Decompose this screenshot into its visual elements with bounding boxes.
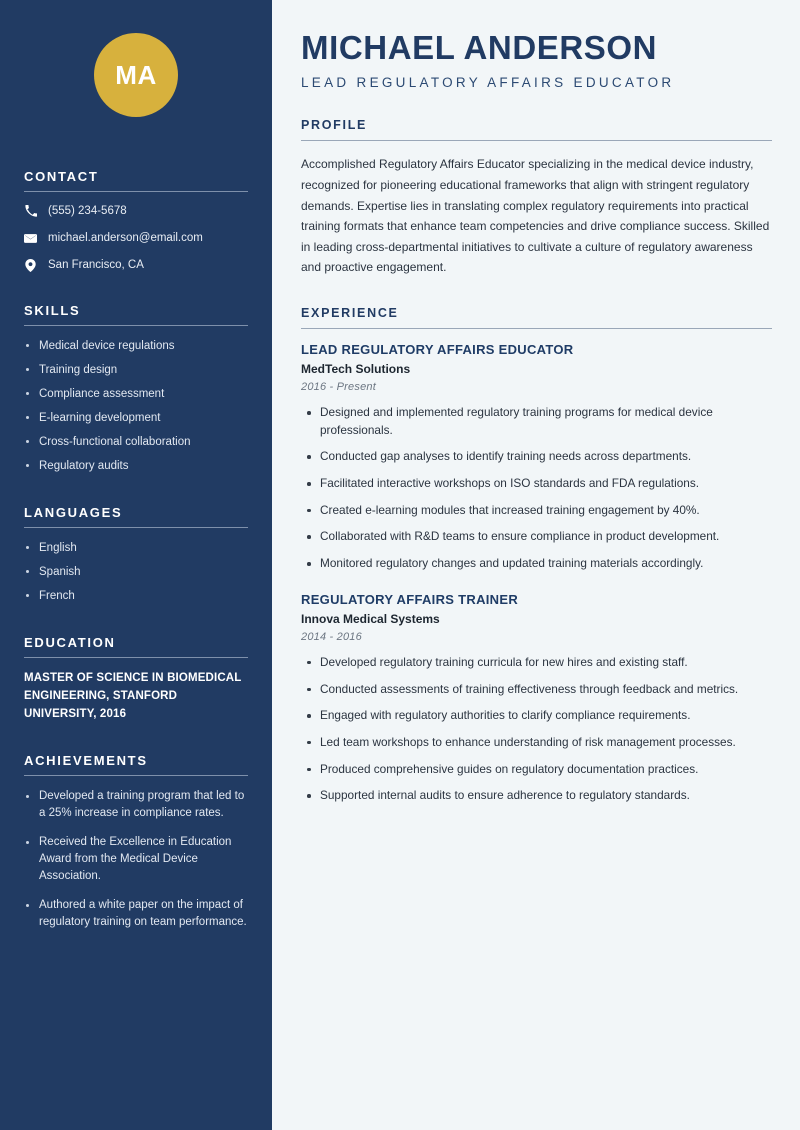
contact-value-phone: (555) 234-5678	[48, 205, 127, 217]
contact-value-location: San Francisco, CA	[48, 258, 144, 271]
sidebar-section-languages	[24, 505, 248, 605]
experience-entry	[301, 592, 772, 805]
experience-role: REGULATORY AFFAIRS TRAINER	[301, 591, 519, 607]
list-item: Facilitated interactive workshops on ISO standards and FDA regulations.	[301, 475, 772, 493]
languages-list	[24, 540, 248, 605]
list-item: English	[24, 540, 248, 557]
achievements-list	[24, 788, 248, 931]
avatar: MA	[94, 33, 178, 117]
contact-item-phone	[24, 204, 248, 219]
list-item: Cross-functional collaboration	[24, 434, 248, 451]
contact-list	[24, 204, 248, 273]
list-item: Developed a training program that led to a 25% increase in compliance rates.	[24, 788, 248, 822]
page-title: MICHAEL ANDERSON	[301, 29, 658, 66]
sidebar-heading-skills: SKILLS	[24, 303, 248, 326]
list-item: Monitored regulatory changes and updated training materials accordingly.	[301, 555, 772, 573]
profile-text: Accomplished Regulatory Affairs Educator specializing in the medical device industry, recognized for pioneering educational frameworks that align with stringent regulatory demands. Expertise lies in translating complex regulatory requirements into practical training formats that enhance team competencies and drive compliance success. Skilled in leading cross-departmental initiatives to cultivate a culture of regulatory awareness and proactive engagement.	[301, 157, 770, 275]
list-item: Conducted assessments of training effectiveness through feedback and metrics.	[301, 681, 772, 699]
list-item: Spanish	[24, 564, 248, 581]
experience-dates: 2014 - 2016	[301, 630, 362, 643]
list-item: Authored a white paper on the impact of regulatory training on team performance.	[24, 897, 248, 931]
list-item: Designed and implemented regulatory training programs for medical device professionals.	[301, 404, 772, 439]
list-item: Conducted gap analyses to identify training needs across departments.	[301, 448, 772, 466]
experience-entry	[301, 342, 772, 573]
list-item: Compliance assessment	[24, 386, 248, 403]
list-item: Training design	[24, 362, 248, 379]
list-item: E-learning development	[24, 410, 248, 427]
list-item: Engaged with regulatory authorities to clarify compliance requirements.	[301, 707, 772, 725]
sidebar-heading-languages: LANGUAGES	[24, 505, 248, 528]
phone-icon	[24, 205, 37, 217]
skills-list	[24, 338, 248, 475]
sidebar-section-education	[24, 635, 248, 723]
contact-value-email: michael.anderson@email.com	[48, 231, 203, 244]
list-item: Collaborated with R&D teams to ensure compliance in product development.	[301, 528, 772, 546]
list-item: Supported internal audits to ensure adherence to regulatory standards.	[301, 787, 772, 805]
sidebar-heading-education: EDUCATION	[24, 635, 248, 658]
sidebar-section-achievements	[24, 753, 248, 931]
contact-item-location	[24, 258, 248, 273]
list-item: Medical device regulations	[24, 338, 248, 355]
section-profile	[301, 118, 772, 278]
experience-company: Innova Medical Systems	[301, 611, 440, 626]
location-pin-icon	[24, 259, 37, 272]
experience-bullets	[301, 404, 772, 573]
headline-job-title: LEAD REGULATORY AFFAIRS EDUCATOR	[301, 75, 675, 91]
list-item: French	[24, 588, 248, 605]
list-item: Produced comprehensive guides on regulatory documentation practices.	[301, 761, 772, 779]
list-item: Created e-learning modules that increased training engagement by 40%.	[301, 502, 772, 520]
education-entry: MASTER OF SCIENCE IN BIOMEDICAL ENGINEERING, STANFORD UNIVERSITY, 2016	[24, 671, 242, 720]
section-experience	[301, 306, 772, 805]
sidebar-section-contact	[24, 169, 248, 273]
list-item: Regulatory audits	[24, 458, 248, 475]
contact-item-email	[24, 231, 248, 246]
heading-experience: EXPERIENCE	[301, 306, 772, 329]
list-item: Received the Excellence in Education Award from the Medical Device Association.	[24, 834, 248, 885]
sidebar-heading-contact: CONTACT	[24, 169, 248, 192]
list-item: Led team workshops to enhance understanding of risk management processes.	[301, 734, 772, 752]
avatar-container	[24, 0, 248, 169]
experience-bullets	[301, 654, 772, 805]
heading-profile: PROFILE	[301, 118, 772, 141]
experience-company: MedTech Solutions	[301, 362, 411, 377]
experience-dates: 2016 - Present	[301, 381, 376, 394]
sidebar	[0, 0, 275, 1130]
experience-role: LEAD REGULATORY AFFAIRS EDUCATOR	[301, 342, 574, 358]
email-icon	[24, 232, 37, 245]
list-item: Developed regulatory training curricula for new hires and existing staff.	[301, 654, 772, 672]
sidebar-heading-achievements: ACHIEVEMENTS	[24, 753, 248, 776]
main-content	[275, 0, 800, 1130]
sidebar-section-skills	[24, 303, 248, 475]
